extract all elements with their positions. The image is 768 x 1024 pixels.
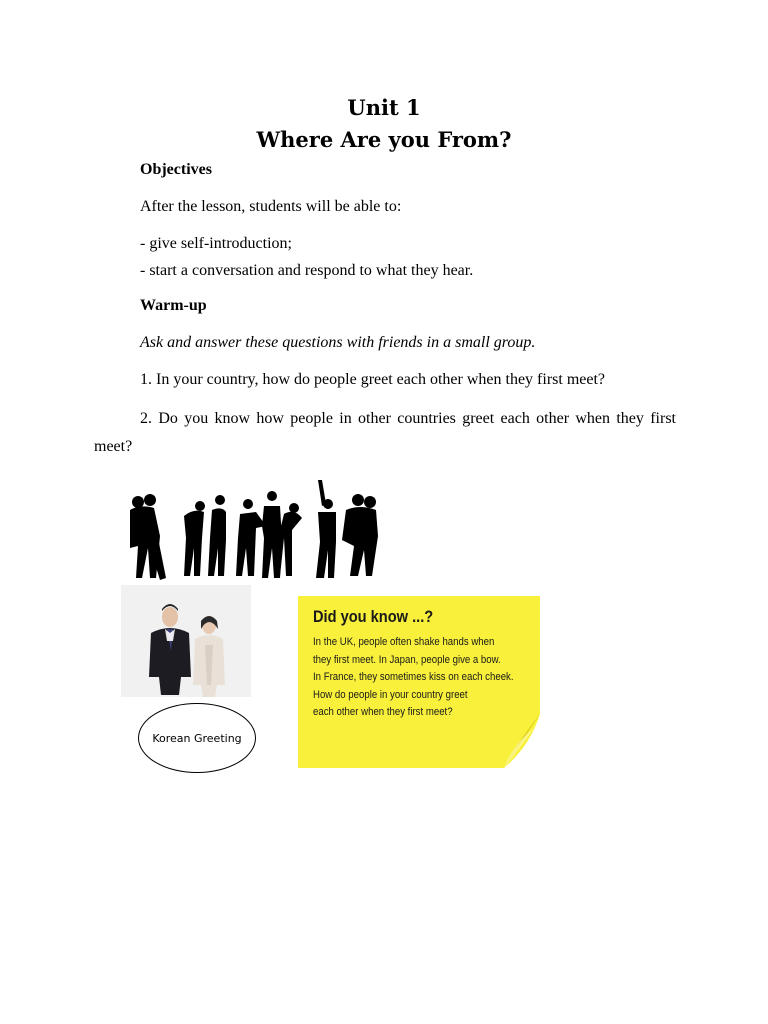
objective-item: - give self-introduction;: [140, 235, 292, 252]
sticky-note-body: [313, 634, 514, 722]
objectives-heading: Objectives: [140, 161, 212, 178]
page-title: Where Are you From?: [256, 127, 512, 152]
korean-greeting-caption: Korean Greeting: [138, 703, 256, 773]
sticky-note-line: In the UK, people often shake hands when: [313, 636, 495, 648]
greeting-silhouettes-image: [122, 478, 384, 584]
objectives-intro: After the lesson, students will be able to:: [140, 198, 402, 215]
korean-greeting-photo: [121, 585, 251, 697]
warmup-heading: Warm-up: [140, 297, 207, 314]
sticky-note-title: Did you know ...?: [313, 607, 434, 626]
question-1: 1. In your country, how do people greet each other when they first meet?: [140, 371, 606, 388]
question-2: 2. Do you know how people in other countries greet each other when they first meet?: [94, 410, 676, 455]
warmup-instruction: Ask and answer these questions with friends in a small group.: [140, 334, 536, 351]
sticky-note-line: each other when they first meet?: [313, 706, 453, 718]
unit-number: Unit 1: [347, 95, 421, 120]
sticky-note-line: In France, they sometimes kiss on each cheek.: [313, 671, 514, 683]
sticky-note-line: they first meet. In Japan, people give a bow.: [313, 653, 501, 666]
objective-item: - start a conversation and respond to what they hear.: [140, 262, 474, 279]
sticky-note-line: How do people in your country greet: [313, 688, 468, 701]
